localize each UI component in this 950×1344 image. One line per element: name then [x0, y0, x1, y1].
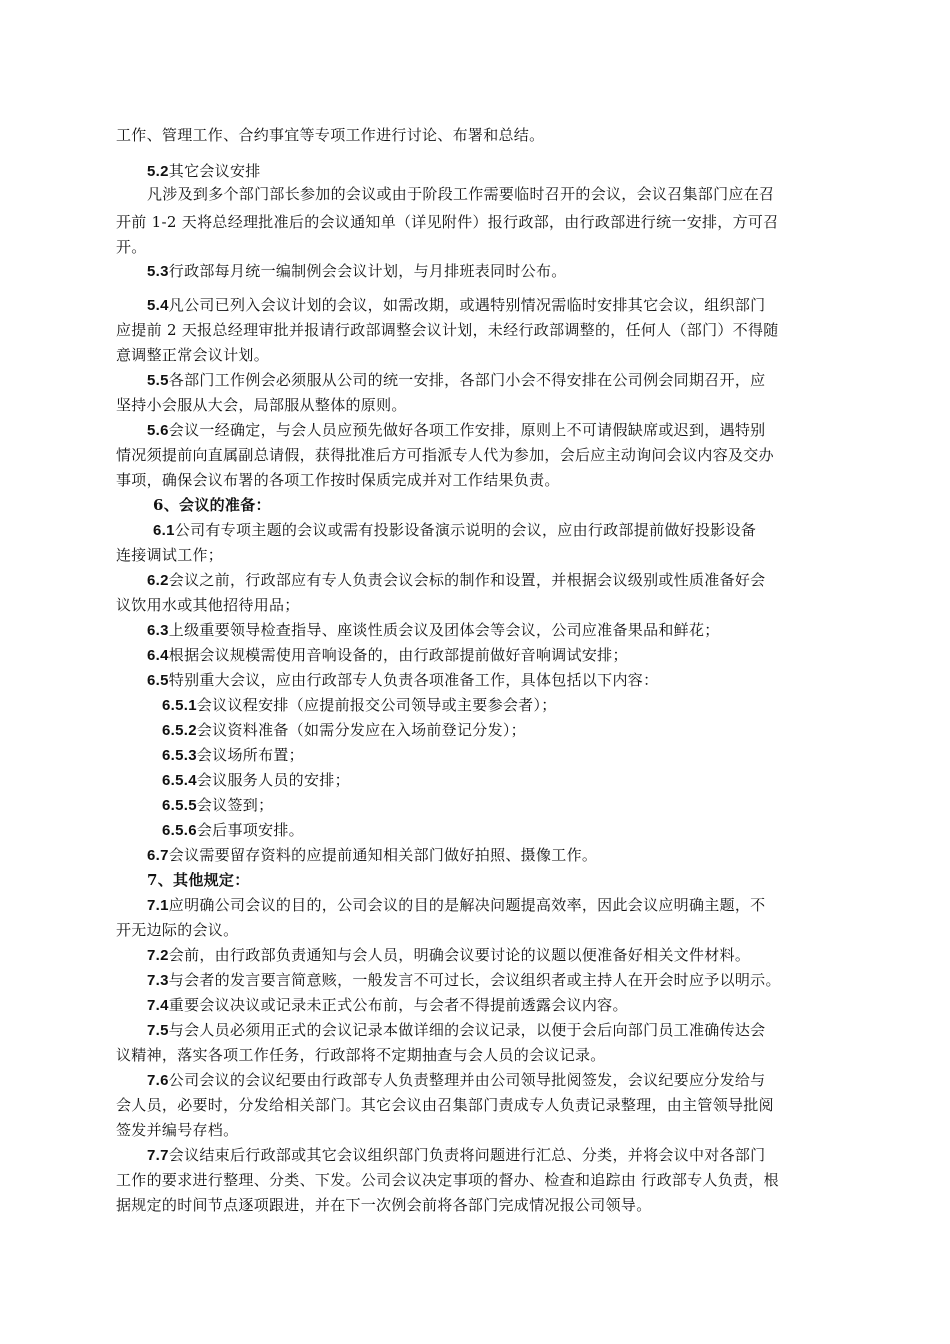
text-line: 开无边际的会议。 [116, 921, 239, 939]
text-line: 连接调试工作； [116, 546, 224, 564]
paragraph-line: 7.6公司会议的会议纪要由行政部专人负责整理并由公司领导批阅签发，会议纪要应分发给与 [147, 1071, 766, 1089]
list-item: 6.5.3会议场所布置； [162, 746, 304, 764]
text-line: 事项，确保会议布署的各项工作按时保质完成并对工作结果负责。 [116, 471, 560, 489]
paragraph-line: 6.1公司有专项主题的会议或需有投影设备演示说明的会议，应由行政部提前做好投影设备 [153, 521, 757, 539]
text-line: 开前 1-2 天将总经理批准后的会议通知单（详见附件）报行政部，由行政部进行统一安排，方可召 [116, 213, 779, 231]
paragraph-line: 6.5特别重大会议，应由行政部专人负责各项准备工作，具体包括以下内容： [147, 671, 659, 689]
paragraph-line: 6.3上级重要领导检查指导、座谈性质会议及团体会等会议，公司应准备果品和鲜花； [147, 621, 720, 639]
section-heading: 6、会议的准备： [153, 496, 271, 514]
paragraph-line: 7.7会议结束后行政部或其它会议组织部门负责将问题进行汇总、分类，并将会议中对各部门 [147, 1146, 766, 1164]
text-line: 议饮用水或其他招待用品； [116, 596, 300, 614]
paragraph-line: 5.6会议一经确定，与会人员应预先做好各项工作安排，原则上不可请假缺席或迟到，遇特别 [147, 421, 766, 439]
text-line: 意调整正常会议计划。 [116, 346, 270, 364]
text-line: 据规定的时间节点逐项跟进，并在下一次例会前将各部门完成情况报公司领导。 [116, 1196, 652, 1214]
text-line: 应提前 2 天报总经理审批并报请行政部调整会议计划，未经行政部调整的，任何人（部门）不得随 [116, 321, 779, 339]
paragraph-line: 5.5各部门工作例会必须服从公司的统一安排，各部门小会不得安排在公司例会同期召开，应 [147, 371, 766, 389]
list-item: 6.5.4会议服务人员的安排； [162, 771, 350, 789]
text-line: 议精神，落实各项工作任务，行政部将不定期抽查与会人员的会议记录。 [116, 1046, 606, 1064]
section-heading: 5.2其它会议安排 [147, 162, 261, 180]
list-item: 6.5.2会议资料准备（如需分发应在入场前登记分发）； [162, 721, 526, 739]
text-line: 签发并编号存档。 [116, 1121, 239, 1139]
paragraph-line: 6.7会议需要留存资料的应提前通知相关部门做好拍照、摄像工作。 [147, 846, 598, 864]
paragraph-line: 7.3与会者的发言要言简意赅，一般发言不可过长，会议组织者或主持人在开会时应予以明示。 [147, 971, 781, 989]
paragraph-line: 7.1应明确公司会议的目的，公司会议的目的是解决问题提高效率，因此会议应明确主题，不 [147, 896, 766, 914]
list-item: 6.5.5会议签到； [162, 796, 274, 814]
text-line: 情况须提前向直属副总请假，获得批准后方可指派专人代为参加，会后应主动询问会议内容及交办 [116, 446, 774, 464]
section-heading: 7、其他规定： [147, 871, 250, 889]
text-line: 工作的要求进行整理、分类、下发。公司会议决定事项的督办、检查和追踪由 行政部专人负责，根 [116, 1171, 779, 1189]
paragraph-line: 5.3行政部每月统一编制例会会议计划，与月排班表同时公布。 [147, 262, 567, 280]
list-item: 6.5.1会议议程安排（应提前报交公司领导或主要参会者）； [162, 696, 557, 714]
paragraph-line: 6.2会议之前，行政部应有专人负责会议会标的制作和设置，并根据会议级别或性质准备好会 [147, 571, 766, 589]
paragraph-line: 7.4重要会议决议或记录未正式公布前，与会者不得提前透露会议内容。 [147, 996, 628, 1014]
paragraph-line: 5.4凡公司已列入会议计划的会议，如需改期，或遇特别情况需临时安排其它会议，组织部门 [147, 296, 766, 314]
text-line: 凡涉及到多个部门部长参加的会议或由于阶段工作需要临时召开的会议，会议召集部门应在召 [147, 185, 775, 203]
text-line: 会人员，必要时，分发给相关部门。其它会议由召集部门责成专人负责记录整理，由主管领导批阅 [116, 1096, 774, 1114]
text-line: 工作、管理工作、合约事宜等专项工作进行讨论、布署和总结。 [116, 126, 545, 144]
paragraph-line: 6.4根据会议规模需使用音响设备的，由行政部提前做好音响调试安排； [147, 646, 628, 664]
paragraph-line: 7.5与会人员必须用正式的会议记录本做详细的会议记录，以便于会后向部门员工准确传达会 [147, 1021, 766, 1039]
text-line: 坚持小会服从大会，局部服从整体的原则。 [116, 396, 407, 414]
text-line: 开。 [116, 238, 147, 256]
paragraph-line: 7.2会前，由行政部负责通知与会人员，明确会议要讨论的议题以便准备好相关文件材料。 [147, 946, 751, 964]
list-item: 6.5.6会后事项安排。 [162, 821, 304, 839]
